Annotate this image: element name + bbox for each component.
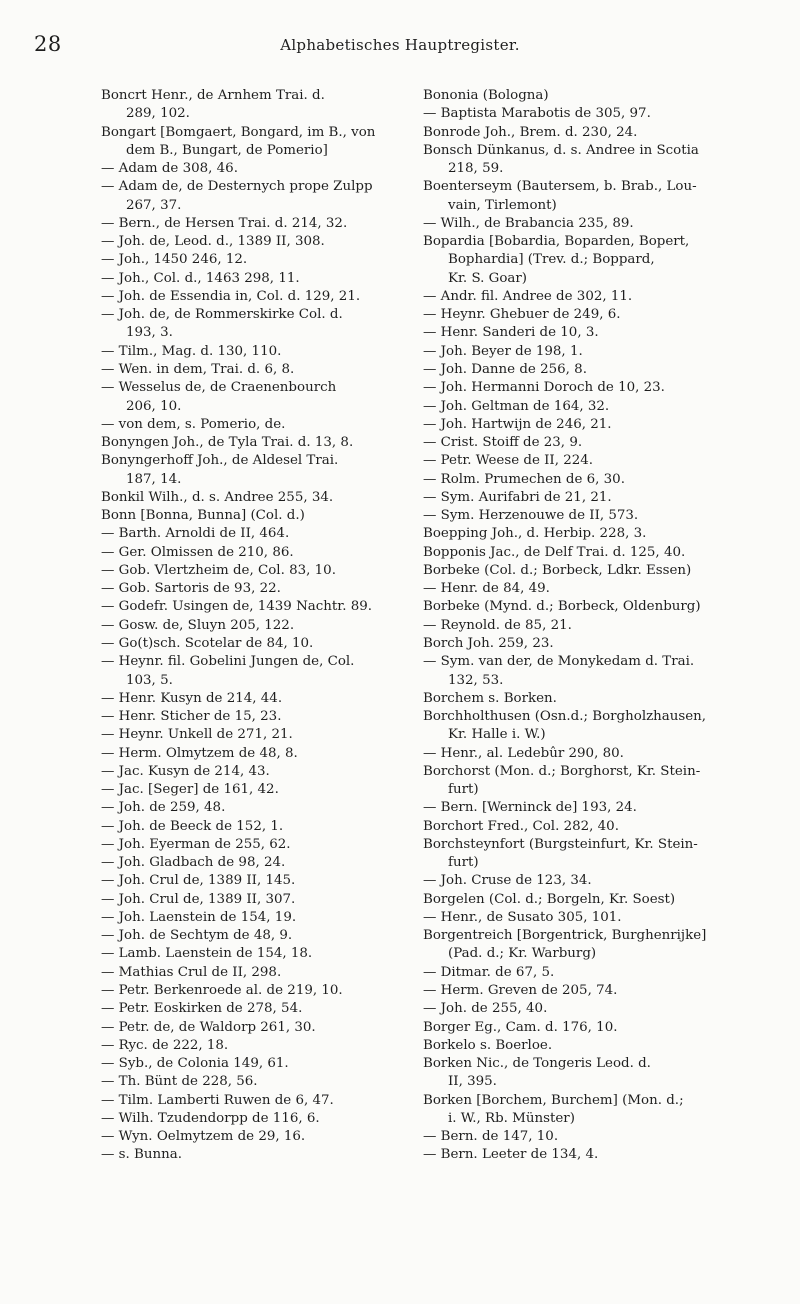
right-column (423, 87, 735, 1165)
index-entry-continuation: furt) (448, 782, 479, 798)
index-entry: Borch Joh. 259, 23. (423, 635, 554, 651)
index-entry: — Mathias Crul de II, 298. (101, 964, 282, 980)
index-entry: — Herm. Olmytzem de 48, 8. (101, 745, 298, 761)
running-head: Alphabetisches Hauptregister. (280, 36, 520, 54)
index-entry: — Reynold. de 85, 21. (423, 617, 572, 633)
index-entry: — Bern. Leeter de 134, 4. (423, 1147, 599, 1163)
index-entry: Bonkil Wilh., d. s. Andree 255, 34. (101, 489, 334, 505)
index-entry: — Henr., al. Ledebûr 290, 80. (423, 745, 624, 761)
index-entry: — Crist. Stoiff de 23, 9. (423, 435, 583, 451)
index-entry: — Henr., de Susato 305, 101. (423, 909, 622, 925)
index-entry: — Adam de, de Desternych prope Zulpp (101, 179, 373, 195)
index-entry: Bonrode Joh., Brem. d. 230, 24. (423, 124, 638, 140)
index-entry: — Gob. Sartoris de 93, 22. (101, 581, 281, 597)
index-entry: — Joh. Laenstein de 154, 19. (101, 909, 297, 925)
index-entry: — Adam de 308, 46. (101, 161, 238, 177)
index-entry: — Wyn. Oelmytzem de 29, 16. (101, 1129, 306, 1145)
index-entry: Borbeke (Col. d.; Borbeck, Ldkr. Essen) (423, 562, 692, 578)
index-entry: — Baptista Marabotis de 305, 97. (423, 106, 651, 122)
index-entry: — Jac. [Seger] de 161, 42. (101, 782, 279, 798)
index-entry-continuation: 267, 37. (126, 197, 182, 213)
index-entry: Borkelo s. Boerloe. (423, 1037, 553, 1053)
index-entry-continuation: 289, 102. (126, 106, 190, 122)
index-entry: Borgentreich [Borgentrick, Burghenrijke] (423, 928, 707, 944)
index-entry: — Joh. de Sechtym de 48, 9. (101, 928, 293, 944)
page-header (34, 32, 766, 60)
index-entry: — Heynr. fil. Gobelini Jungen de, Col. (101, 654, 355, 670)
index-entry-continuation: 218, 59. (448, 161, 504, 177)
index-entry: — Henr. Sanderi de 10, 3. (423, 325, 599, 341)
index-entry: Borken [Borchem, Burchem] (Mon. d.; (423, 1092, 684, 1108)
index-entry: — Joh., Col. d., 1463 298, 11. (101, 270, 300, 286)
index-entry: — Tilm. Lamberti Ruwen de 6, 47. (101, 1092, 334, 1108)
index-entry: — Ger. Olmissen de 210, 86. (101, 544, 294, 560)
index-entry: — Petr. de, de Waldorp 261, 30. (101, 1019, 316, 1035)
index-entry: — Joh. Cruse de 123, 34. (423, 873, 592, 889)
index-entry: Borbeke (Mynd. d.; Borbeck, Oldenburg) (423, 599, 701, 615)
index-entry-continuation: Kr. Halle i. W.) (448, 727, 546, 743)
index-entry: — Joh. de, Leod. d., 1389 II, 308. (101, 234, 325, 250)
index-entry-continuation: dem B., Bungart, de Pomerio] (126, 142, 328, 158)
index-entry: — Barth. Arnoldi de II, 464. (101, 526, 290, 542)
index-entry-continuation: 193, 3. (126, 325, 173, 341)
index-entry: — Joh. Hermanni Doroch de 10, 23. (423, 380, 665, 396)
index-entry: Boepping Joh., d. Herbip. 228, 3. (423, 526, 647, 542)
index-entry: Boncrt Henr., de Arnhem Trai. d. (101, 88, 325, 103)
index-entry: — Joh. Geltman de 164, 32. (423, 398, 610, 414)
index-entry-continuation: 206, 10. (126, 398, 182, 414)
index-entry: — Henr. de 84, 49. (423, 581, 550, 597)
index-entry: Borchorst (Mon. d.; Borghorst, Kr. Stein- (423, 763, 701, 779)
index-entry: Borchem s. Borken. (423, 690, 557, 706)
index-entry: Bopardia [Bobardia, Boparden, Bopert, (423, 234, 690, 250)
index-entry: — Heynr. Ghebuer de 249, 6. (423, 307, 621, 323)
index-entry: — Joh. Eyerman de 255, 62. (101, 836, 291, 852)
index-entry: — Joh. Beyer de 198, 1. (423, 343, 583, 359)
index-entry-continuation: vain, Tirlemont) (448, 197, 557, 213)
index-entry: — Go(t)sch. Scotelar de 84, 10. (101, 635, 314, 651)
index-entry: Bonn [Bonna, Bunna] (Col. d.) (101, 508, 305, 524)
index-entry-continuation: 132, 53. (448, 672, 504, 688)
index-entry: Borchholthusen (Osn.d.; Borgholzhausen, (423, 709, 707, 725)
index-entry: — Ryc. de 222, 18. (101, 1037, 229, 1053)
index-entry-continuation: Kr. S. Goar) (448, 270, 528, 286)
index-entry: — Godefr. Usingen de, 1439 Nachtr. 89. (101, 599, 373, 615)
index-entry: — Joh. de, de Rommerskirke Col. d. (101, 307, 343, 323)
index-entry: — Petr. Berkenroede al. de 219, 10. (101, 983, 343, 999)
index-entry: Bonsch Dünkanus, d. s. Andree in Scotia (423, 142, 699, 158)
index-entry-continuation: 187, 14. (126, 471, 182, 487)
index-entry: — Andr. fil. Andree de 302, 11. (423, 288, 633, 304)
index-entry: — Sym. Herzenouwe de II, 573. (423, 508, 639, 524)
index-entry: — Wilh., de Brabancia 235, 89. (423, 215, 634, 231)
index-entry: — Henr. Kusyn de 214, 44. (101, 690, 283, 706)
index-entry: — Sym. Aurifabri de 21, 21. (423, 489, 612, 505)
left-column (101, 87, 396, 1165)
index-entry: Bonyngen Joh., de Tyla Trai. d. 13, 8. (101, 435, 354, 451)
index-entry: — Joh. de 259, 48. (101, 800, 226, 816)
index-entry: — von dem, s. Pomerio, de. (101, 416, 286, 432)
index-entry: Borchsteynfort (Burgsteinfurt, Kr. Stein- (423, 836, 698, 852)
index-entry: — Rolm. Prumechen de 6, 30. (423, 471, 625, 487)
index-entry: — Wilh. Tzudendorpp de 116, 6. (101, 1110, 320, 1126)
index-entry-continuation: II, 395. (448, 1074, 497, 1090)
index-entry: — Jac. Kusyn de 214, 43. (101, 763, 270, 779)
index-entry: Borgelen (Col. d.; Borgeln, Kr. Soest) (423, 891, 676, 907)
index-entry: — Petr. Eoskirken de 278, 54. (101, 1001, 303, 1017)
index-entry: — Wen. in dem, Trai. d. 6, 8. (101, 361, 295, 377)
index-entry: — Bern. [Werninck de] 193, 24. (423, 800, 637, 816)
index-entry-continuation: furt) (448, 855, 479, 871)
index-entry: — Joh. de 255, 40. (423, 1001, 548, 1017)
index-entry: — Syb., de Colonia 149, 61. (101, 1056, 289, 1072)
index-entry: — Tilm., Mag. d. 130, 110. (101, 343, 282, 359)
index-entry: — Joh. Hartwijn de 246, 21. (423, 416, 612, 432)
index-entry: — Wesselus de, de Craenenbourch (101, 380, 337, 396)
index-entry: — Joh., 1450 246, 12. (101, 252, 248, 268)
index-entry: Bopponis Jac., de Delf Trai. d. 125, 40. (423, 544, 686, 560)
index-entry: Borken Nic., de Tongeris Leod. d. (423, 1056, 651, 1072)
index-entry: — Sym. van der, de Monykedam d. Trai. (423, 654, 695, 670)
index-entry: Borger Eg., Cam. d. 176, 10. (423, 1019, 618, 1035)
index-entry-continuation: (Pad. d.; Kr. Warburg) (448, 946, 597, 962)
index-entry: Boenterseym (Bautersem, b. Brab., Lou- (423, 179, 697, 195)
index-entry: — Gob. Vlertzheim de, Col. 83, 10. (101, 562, 336, 578)
index-entry-continuation: i. W., Rb. Münster) (448, 1110, 575, 1126)
page-number: 28 (34, 32, 62, 56)
index-entry: — Bern., de Hersen Trai. d. 214, 32. (101, 215, 348, 231)
index-entry-continuation: 103, 5. (126, 672, 173, 688)
index-entry: Bonyngerhoff Joh., de Aldesel Trai. (101, 453, 339, 469)
index-entry: — Joh. Gladbach de 98, 24. (101, 855, 286, 871)
index-entry: — Joh. Crul de, 1389 II, 145. (101, 873, 296, 889)
index-entry: — Heynr. Unkell de 271, 21. (101, 727, 293, 743)
index-entry: — Joh. de Essendia in, Col. d. 129, 21. (101, 288, 361, 304)
index-entry: — Ditmar. de 67, 5. (423, 964, 555, 980)
index-entry: — Gosw. de, Sluyn 205, 122. (101, 617, 295, 633)
index-entry: — Joh. Danne de 256, 8. (423, 361, 587, 377)
index-entry-continuation: Bophardia] (Trev. d.; Boppard, (448, 252, 655, 268)
index-entry: — Bern. de 147, 10. (423, 1129, 559, 1145)
index-entry: — Lamb. Laenstein de 154, 18. (101, 946, 313, 962)
index-entry: — Th. Bünt de 228, 56. (101, 1074, 258, 1090)
index-entry: Bononia (Bologna) (423, 88, 549, 103)
index-entry: Borchort Fred., Col. 282, 40. (423, 818, 619, 834)
index-entry: — Petr. Weese de II, 224. (423, 453, 594, 469)
index-entry: — Herm. Greven de 205, 74. (423, 983, 618, 999)
index-entry: Bongart [Bomgaert, Bongard, im B., von (101, 124, 376, 140)
index-entry: — Joh. Crul de, 1389 II, 307. (101, 891, 296, 907)
index-entry: — s. Bunna. (101, 1147, 182, 1163)
index-entry: — Henr. Sticher de 15, 23. (101, 709, 282, 725)
index-entry: — Joh. de Beeck de 152, 1. (101, 818, 284, 834)
